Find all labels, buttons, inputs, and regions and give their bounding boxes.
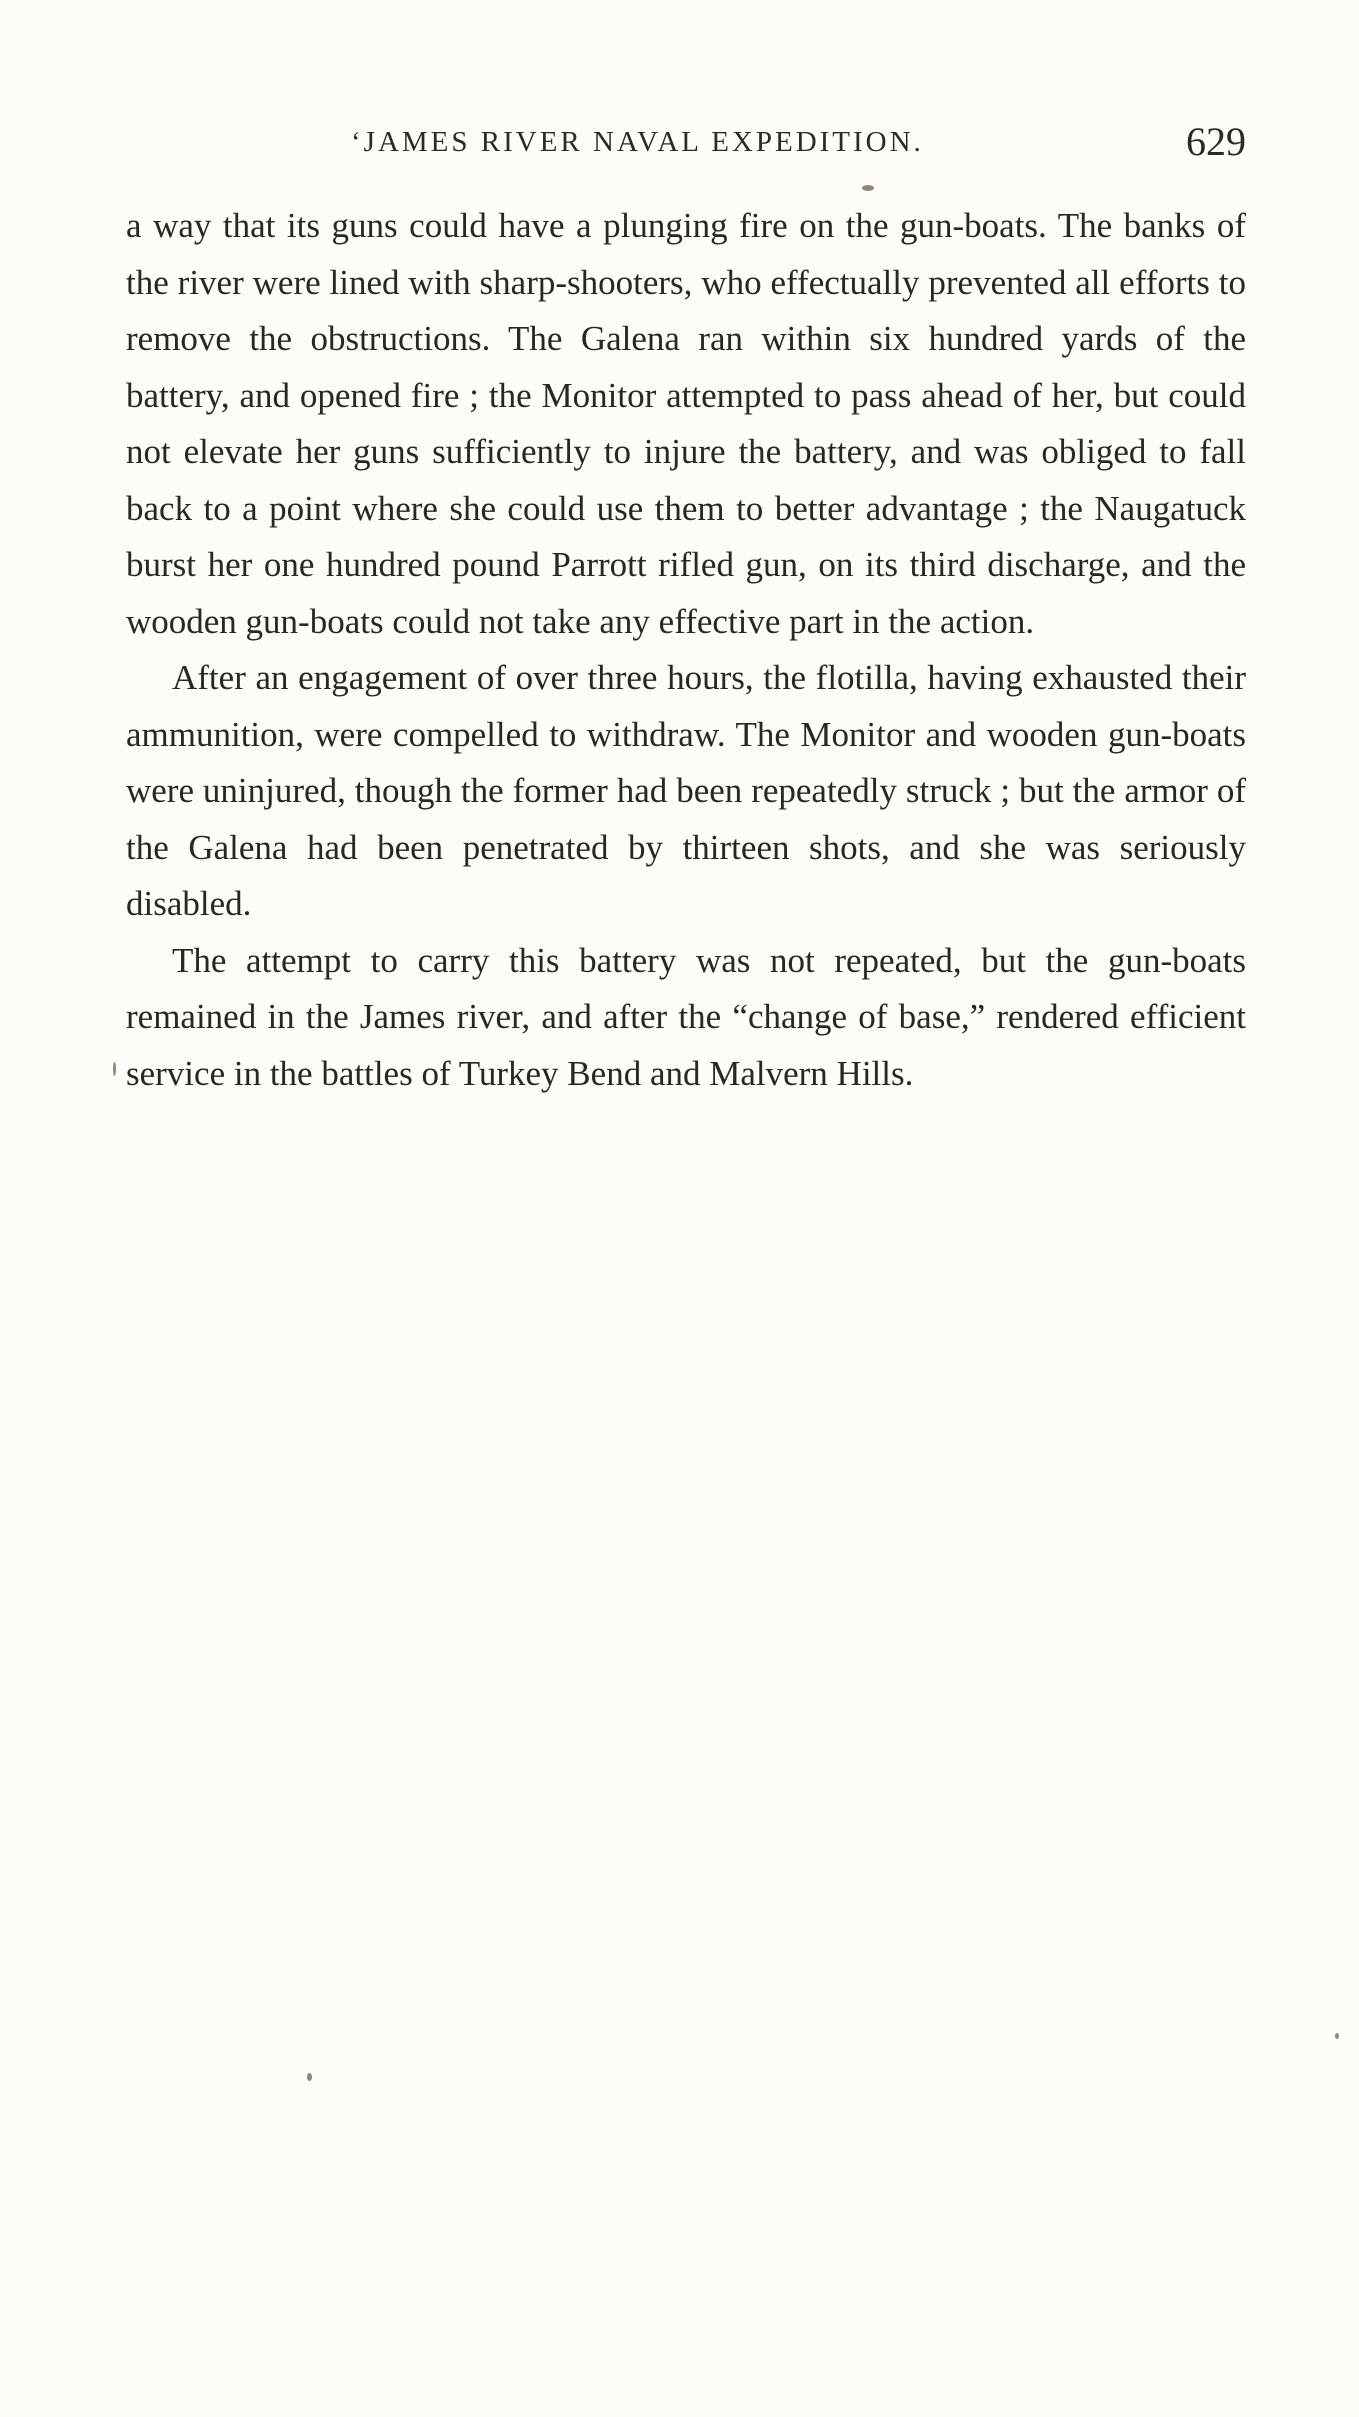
body-text	[126, 198, 1246, 1102]
running-head	[126, 118, 1246, 168]
ink-speck	[862, 185, 874, 191]
running-title: ‘JAMES RIVER NAVAL EXPEDITION.	[351, 126, 924, 158]
ink-speck	[307, 2073, 312, 2081]
ink-speck	[113, 1062, 116, 1076]
page-number: 629	[1186, 119, 1246, 164]
paragraph-2: After an engagement of over three hours, the flotilla, having exhausted their ammunition, were compelled to withdraw. The Monitor and wooden gun-boats were uninjured, though the former had been repeatedly struck ; but the armor of the Galena had been penetrated by thirteen shots, and she was seriously disabled.	[126, 658, 1246, 923]
ink-speck	[1335, 2033, 1339, 2039]
paragraph-3: The attempt to carry this battery was not repeated, but the gun-boats remained in the James river, and after the “change of base,” rendered efficient service in the battles of Turkey Bend and Malvern Hills.	[126, 940, 1246, 1093]
paragraph-1: a way that its guns could have a plunging fire on the gun-boats. The banks of the river were lined with sharp-shooters, who effectually prevented all efforts to remove the obstructions. The Galena ran within six hundred yards of the battery, and opened fire ; the Monitor attempted to pass ahead of her, but could not elevate her guns sufficiently to injure the battery, and was obliged to fall back to a point where she could use them to better advantage ; the Naugatuck burst her one hundred pound Parrott rifled gun, on its third discharge, and the wooden gun-boats could not take any effective part in the action.	[126, 206, 1246, 641]
